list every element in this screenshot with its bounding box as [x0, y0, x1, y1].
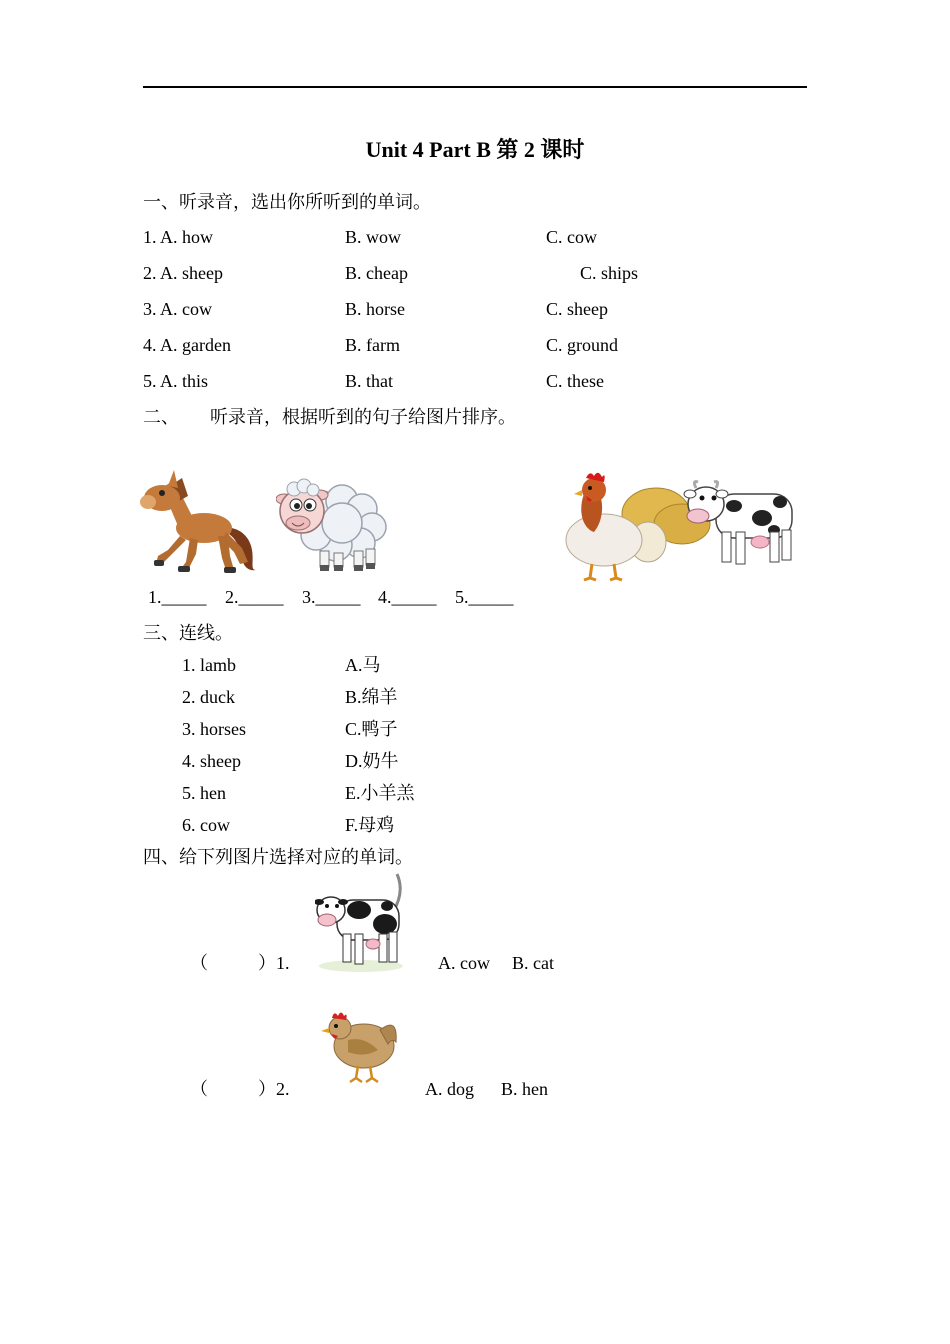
s3-right-3[interactable]: C.鸭子: [345, 719, 398, 739]
s4-item1-paren-close: ）1.: [258, 953, 290, 973]
cow-image: [315, 872, 407, 972]
s4-item2-option-b[interactable]: B. hen: [501, 1079, 548, 1099]
s1-row4-c: C. ground: [546, 335, 618, 355]
s1-row2-c: C. ships: [580, 263, 639, 283]
s1-row3-a: 3. A. cow: [143, 299, 212, 319]
s1-row3-c: C. sheep: [546, 299, 608, 319]
s3-right-4[interactable]: D.奶牛: [345, 751, 399, 771]
s4-item2-paren-open: （: [190, 1079, 208, 1099]
s1-row5-c: C. these: [546, 371, 604, 391]
s2-blank-4[interactable]: 4._____: [378, 587, 437, 607]
s3-right-1[interactable]: A.马: [345, 655, 381, 675]
s1-row2-b: B. cheap: [345, 263, 408, 283]
s3-right-2[interactable]: B.绵羊: [345, 687, 398, 707]
horse-image: [138, 466, 262, 576]
s2-blank-2[interactable]: 2._____: [225, 587, 284, 607]
s1-row4-a: 4. A. garden: [143, 335, 231, 355]
farm-animals-image: [564, 470, 798, 582]
section3-heading: 三、连线。: [143, 623, 233, 643]
s4-item2-option-a[interactable]: A. dog: [425, 1079, 474, 1099]
s4-item2-paren-close: ）2.: [258, 1079, 290, 1099]
s1-row5-a: 5. A. this: [143, 371, 209, 391]
s1-row5-b: B. that: [345, 371, 393, 391]
header-rule: [143, 86, 807, 88]
section1-heading: 一、听录音，选出你所听到的单词。: [143, 192, 431, 212]
s3-left-5[interactable]: 5. hen: [182, 783, 226, 803]
s3-right-6[interactable]: F.母鸡: [345, 815, 395, 835]
sheep-image: [276, 477, 388, 573]
s2-blank-5[interactable]: 5._____: [455, 587, 514, 607]
s3-left-1[interactable]: 1. lamb: [182, 655, 236, 675]
section2-heading: 听录音，根据听到的句子给图片排序。: [210, 407, 516, 427]
s3-left-6[interactable]: 6. cow: [182, 815, 230, 835]
s1-row1-c: C. cow: [546, 227, 597, 247]
hen-image: [318, 1006, 402, 1084]
s1-row2-a: 2. A. sheep: [143, 263, 223, 283]
s1-row4-b: B. farm: [345, 335, 400, 355]
section2-heading-num: 二、: [143, 407, 179, 427]
s1-row3-b: B. horse: [345, 299, 405, 319]
s4-item1-option-a[interactable]: A. cow: [438, 953, 490, 973]
page-title: Unit 4 Part B 第 2 课时: [365, 137, 585, 162]
s3-left-3[interactable]: 3. horses: [182, 719, 246, 739]
s2-blank-3[interactable]: 3._____: [302, 587, 361, 607]
s3-left-2[interactable]: 2. duck: [182, 687, 235, 707]
s3-right-5[interactable]: E.小羊羔: [345, 783, 415, 803]
s4-item1-paren-open: （: [190, 953, 208, 973]
s1-row1-a: 1. A. how: [143, 227, 214, 247]
s3-left-4[interactable]: 4. sheep: [182, 751, 241, 771]
s2-blank-1[interactable]: 1._____: [148, 587, 207, 607]
section4-heading: 四、给下列图片选择对应的单词。: [143, 847, 413, 867]
s1-row1-b: B. wow: [345, 227, 402, 247]
s4-item1-option-b[interactable]: B. cat: [512, 953, 554, 973]
